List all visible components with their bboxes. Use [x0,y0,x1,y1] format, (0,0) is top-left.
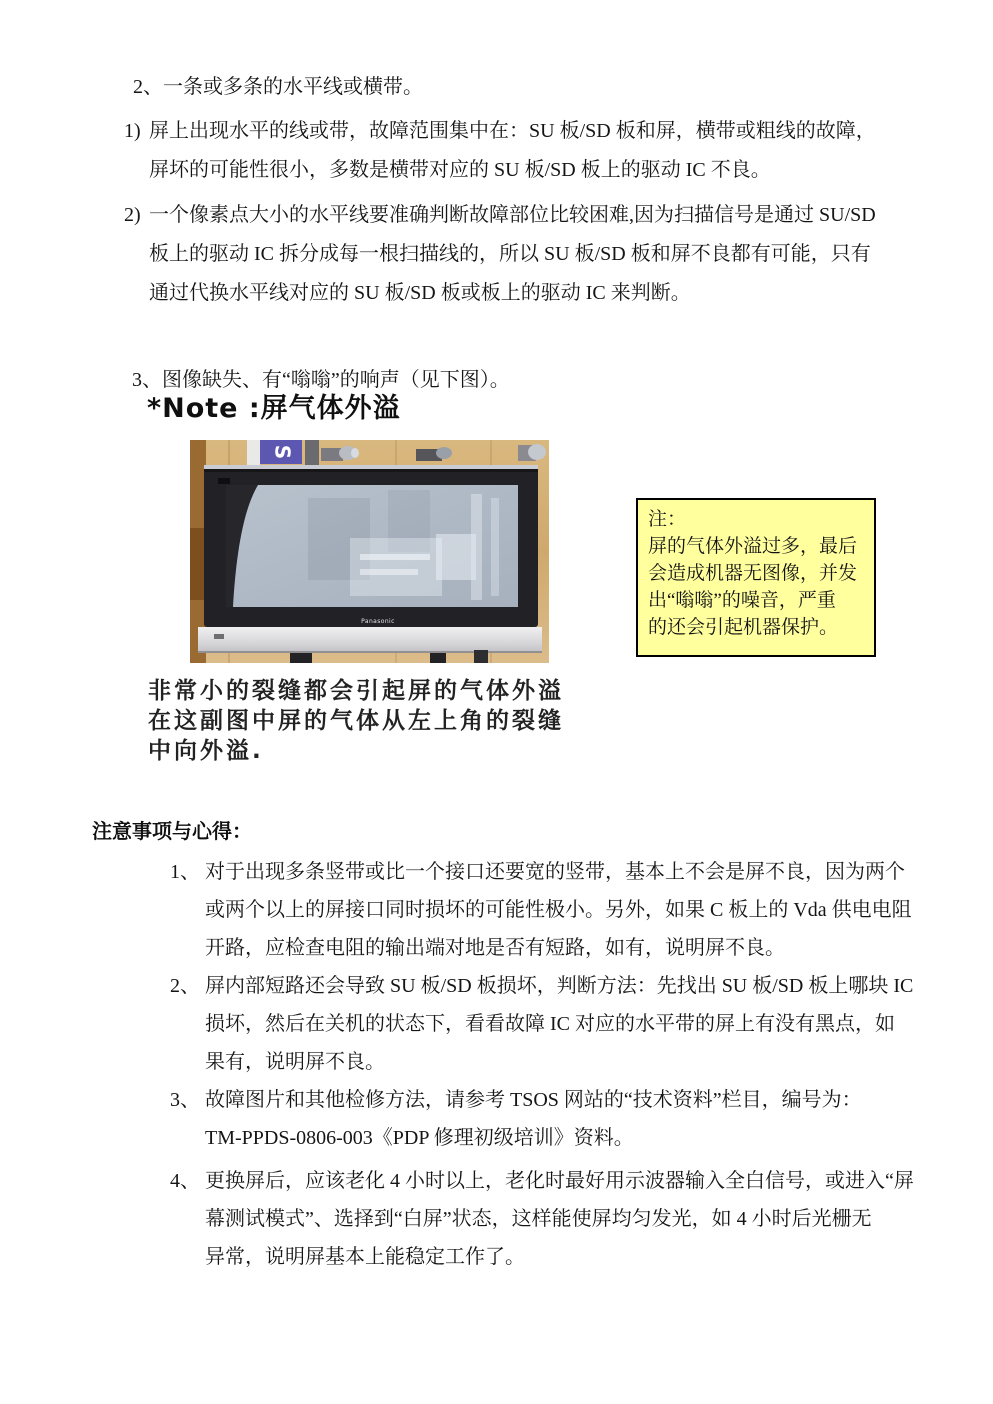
list-line: 屏上出现水平的线或带，故障范围集中在：SU 板/SD 板和屏，横带或粗线的故障， [149,120,876,142]
clamp-knob [518,444,546,461]
notes-heading: 注意事项与心得： [92,819,252,843]
speaker-bar [198,627,542,653]
note-heading: *Note :屏气体外溢 [147,393,401,424]
note-box-line: 会造成机器无图像，并发 [648,563,858,584]
list-line: 果有，说明屏不良。 [205,1051,385,1073]
list-marker: 2) [124,204,141,226]
list-line: 板上的驱动 IC 拆分成每一根扫描线的，所以 SU 板/SD 板和屏不良都有可能，只有 [149,243,871,265]
list-line: 或两个以上的屏接口同时损坏的可能性极小。另外，如果 C 板上的 Vda 供电电阻 [205,899,912,921]
list-line: 屏内部短路还会导致 SU 板/SD 板损坏，判断方法：先找出 SU 板/SD 板上哪块 IC [205,975,914,997]
list-item [170,1081,970,1157]
caption-line: 非常小的裂缝都会引起屏的气体外溢 [148,678,564,704]
list-line: 对于出现多条竖带或比一个接口还要宽的竖带，基本上不会是屏不良，因为两个 [205,861,905,883]
list-item [124,112,876,190]
bezel-mark [218,478,230,484]
white-card [247,440,260,467]
list-marker: 3、 [170,1089,200,1111]
notes-list [170,853,970,1276]
list-line: 一个像素点大小的水平线要准确判断故障部位比较困难,因为扫描信号是通过 SU/SD [149,204,876,226]
section-2-heading: 2、一条或多条的水平线或横带。 [133,76,423,98]
list-marker: 1、 [170,861,200,883]
list-marker: 1) [124,120,141,142]
note-box-line: 的还会引起机器保护。 [648,617,839,638]
list-line: 损坏，然后在关机的状态下，看看故障 IC 对应的水平带的屏上有没有黑点，如 [205,1013,895,1035]
list-marker: 4、 [170,1170,200,1192]
tv-photo [190,440,549,663]
pillar [305,440,319,467]
list-item [170,853,970,967]
list-line: 幕测试模式”、选择到“白屏”状态，这样能使屏均匀发光，如 4 小时后光栅无 [205,1208,872,1230]
list-marker: 2、 [170,975,200,997]
stand-leg [290,653,312,663]
stand-leg [474,650,488,663]
list-line: 开路，应检查电阻的输出端对地是否有短路，如有，说明屏不良。 [205,937,785,959]
section-3-heading: 3、图像缺失、有“嗡嗡”的响声（见下图）。 [132,369,510,391]
list-line: TM-PPDS-0806-003《PDP 修理初级培训》资料。 [205,1127,634,1149]
brand-logo: Panasonic [361,618,395,625]
list-line: 更换屏后，应该老化 4 小时以上，老化时最好用示波器输入全白信号，或进入“屏 [205,1170,914,1192]
note-box-line: 屏的气体外溢过多，最后 [648,536,858,557]
caption-line: 在这副图中屏的气体从左上角的裂缝 [148,708,564,734]
list-line: 故障图片和其他检修方法，请参考 TSOS 网站的“技术资料”栏目，编号为： [205,1089,862,1111]
list-item [170,1162,970,1276]
list-item [170,967,970,1081]
sign-glyph: S [270,444,295,460]
note-box-line: 出“嗡嗡”的噪音，严重 [648,590,836,611]
caption-line: 中向外溢. [148,738,264,764]
note-box-title: 注： [648,509,687,530]
note-box [636,498,876,657]
list-line: 通过代换水平线对应的 SU 板/SD 板或板上的驱动 IC 来判断。 [149,282,691,304]
photo-caption [148,676,564,766]
list-item [124,196,876,313]
stand-leg [430,653,446,663]
list-line: 异常，说明屏基本上能稳定工作了。 [205,1246,525,1268]
list-line: 屏坏的可能性很小，多数是横带对应的 SU 板/SD 板上的驱动 IC 不良。 [149,159,771,181]
